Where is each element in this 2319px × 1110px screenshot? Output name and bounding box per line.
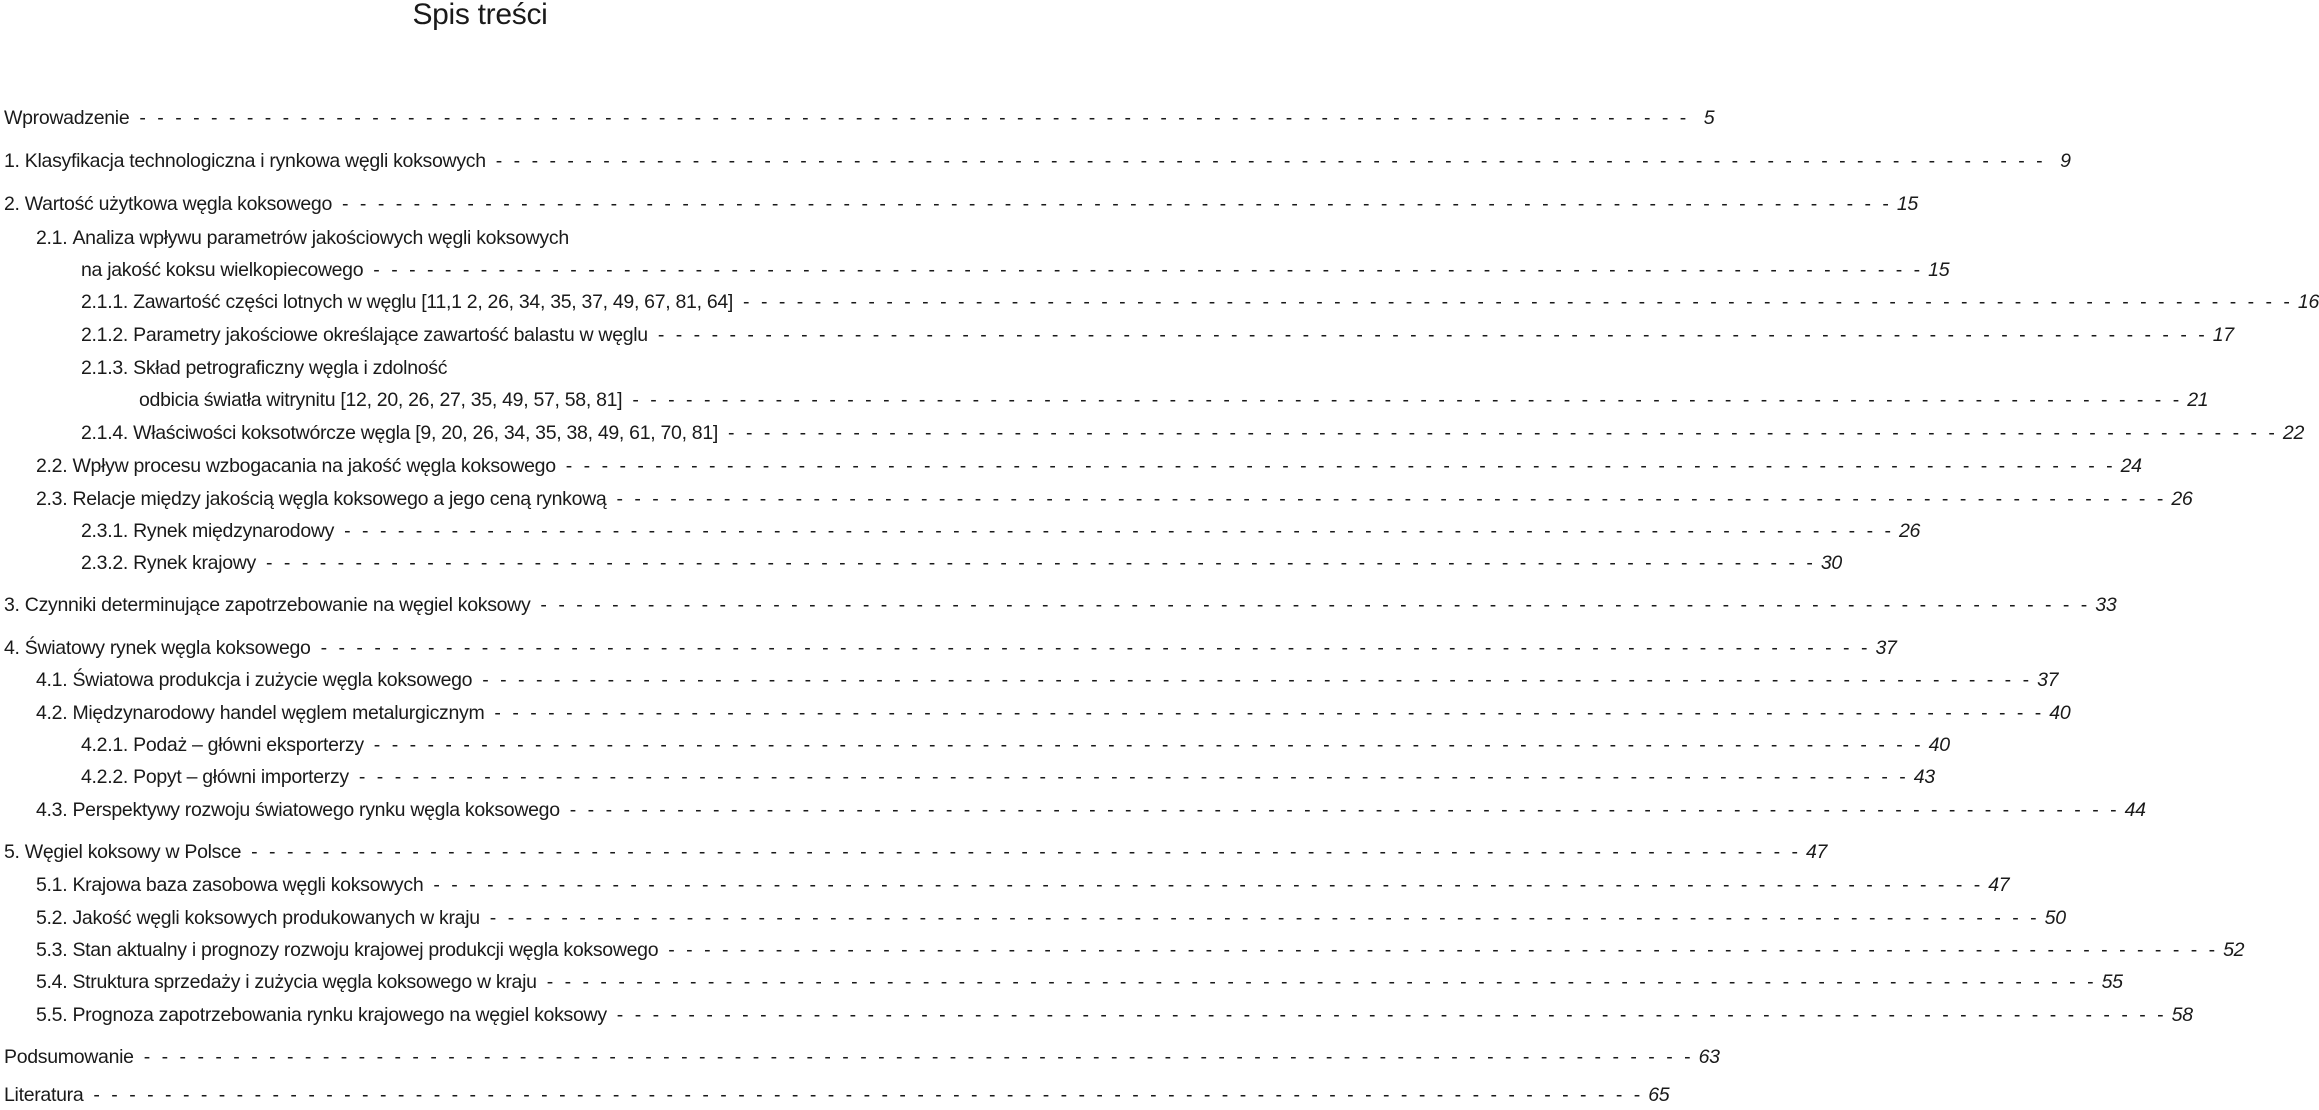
toc-page: 58	[2171, 1004, 2193, 1026]
toc-number: 2.3.1.	[81, 520, 134, 542]
toc-entry-5-4[interactable]	[0, 964, 2123, 994]
toc-leader	[373, 259, 1920, 282]
toc-entry-2-1-3[interactable]	[0, 350, 1036, 380]
toc-leader	[540, 594, 2087, 617]
toc-entry-4-1[interactable]	[0, 662, 2059, 692]
toc-leader	[494, 702, 2041, 725]
toc-number: 2.2.	[36, 455, 73, 477]
toc-leader	[490, 907, 2037, 930]
toc-page: 22	[2282, 422, 2304, 444]
toc-title: Podaż – główni eksporterzy	[133, 734, 364, 756]
toc-title: Prognoza zapotrzebowania rynku krajowego na węgiel koksowy	[72, 1004, 607, 1026]
toc-title: Wpływ procesu wzbogacania na jakość węgla koksowego	[72, 455, 556, 477]
toc-title: Zawartość części lotnych w węglu [11,1 2, 26, 34, 35, 37, 49, 67, 81, 64]	[133, 291, 734, 313]
toc-number: 5.4.	[36, 971, 73, 993]
toc-entry-2[interactable]	[0, 186, 1918, 216]
toc-title: Perspektywy rozwoju światowego rynku węgla koksowego	[72, 799, 560, 821]
toc-entry-2-3-1[interactable]	[0, 513, 1921, 543]
toc-page: 15	[1896, 193, 1918, 215]
toc-number: 5.	[4, 841, 25, 863]
toc-title: Struktura sprzedaży i zużycia węgla koksowego w kraju	[72, 971, 537, 993]
toc-entry-3[interactable]	[0, 587, 2117, 617]
toc-leader	[139, 107, 1686, 130]
toc-page: 26	[1899, 520, 1921, 542]
toc-number: 5.1.	[36, 874, 73, 896]
toc-page: 52	[2223, 939, 2245, 961]
toc-number: 4.2.1.	[81, 734, 134, 756]
toc-entry-5[interactable]	[0, 834, 1828, 864]
toc-number: 2.1.	[36, 227, 73, 249]
toc-entry-literatura[interactable]	[0, 1077, 1670, 1107]
toc-number: 3.	[4, 594, 25, 616]
toc-number: 5.5.	[36, 1004, 73, 1026]
toc-entry-4-2[interactable]	[0, 695, 2071, 725]
toc-number: 5.3.	[36, 939, 73, 961]
toc-entry-5-1[interactable]	[0, 867, 2010, 897]
toc-title: Światowa produkcja i zużycie węgla koksowego	[72, 669, 473, 691]
toc-number: 4.2.2.	[81, 766, 134, 788]
toc-title: Literatura	[4, 1084, 84, 1106]
toc-title: Czynniki determinujące zapotrzebowanie na węgiel koksowy	[24, 594, 531, 616]
toc-number: 2.1.1.	[81, 291, 134, 313]
toc-title: Parametry jakościowe określające zawartość balastu w węglu	[133, 324, 648, 346]
toc-title: Właściwości koksotwórcze węgla [9, 20, 26, 34, 35, 38, 49, 61, 70, 81]	[133, 422, 719, 444]
toc-leader	[144, 1046, 1691, 1069]
toc-entry-4-3[interactable]	[0, 792, 2146, 822]
toc-number: 4.	[4, 637, 25, 659]
toc-leader	[668, 939, 2215, 962]
toc-page: 63	[1698, 1046, 1720, 1068]
toc-title: na jakość koksu wielkopiecowego	[81, 259, 364, 281]
toc-title: odbicia światła witrynitu [12, 20, 26, 27, 35, 49, 57, 58, 81]	[139, 389, 623, 411]
toc-leader	[482, 669, 2029, 692]
toc-leader	[251, 841, 1798, 864]
toc-title: Rynek międzynarodowy	[133, 520, 335, 542]
toc-leader	[321, 637, 1868, 660]
toc-title: Skład petrograficzny węgla i zdolność	[133, 357, 448, 379]
toc-leader	[496, 150, 2043, 173]
toc-leader	[658, 324, 2205, 347]
toc-leader	[433, 874, 1980, 897]
toc-entry-2-3[interactable]	[0, 481, 2193, 511]
toc-page: 33	[2095, 594, 2117, 616]
toc-number: 2.	[4, 193, 25, 215]
toc-title: Krajowa baza zasobowa węgli koksowych	[72, 874, 424, 896]
toc-title: Wartość użytkowa węgla koksowego	[24, 193, 333, 215]
toc-number: 4.2.	[36, 702, 73, 724]
toc-number: 1.	[4, 150, 25, 172]
toc-title: Analiza wpływu parametrów jakościowych węgli koksowych	[72, 227, 569, 249]
toc-leader	[359, 766, 1906, 789]
toc-entry-4-2-2[interactable]	[0, 759, 1935, 789]
toc-leader	[616, 488, 2163, 511]
toc-entry-2-1-continued[interactable]	[0, 252, 1950, 282]
toc-page: 9	[2060, 150, 2071, 172]
toc-entry-5-5[interactable]	[0, 997, 2193, 1027]
toc-title: Światowy rynek węgla koksowego	[24, 637, 311, 659]
toc-leader	[547, 971, 2094, 994]
page-title: Spis treści	[412, 0, 548, 31]
toc-title: Popyt – główni importerzy	[133, 766, 349, 788]
toc-page: 37	[1875, 637, 1897, 659]
toc-leader	[266, 552, 1813, 575]
toc-leader	[743, 291, 2290, 314]
toc-entry-podsumowanie[interactable]	[0, 1039, 1720, 1069]
toc-page: 37	[2037, 669, 2059, 691]
toc-page: 40	[2049, 702, 2071, 724]
toc-title: Międzynarodowy handel węglem metalurgicznym	[72, 702, 485, 724]
toc-leader	[566, 455, 2113, 478]
toc-title: Wprowadzenie	[4, 107, 130, 129]
toc-entry-2-1-2[interactable]	[0, 317, 2234, 347]
toc-page: 50	[2044, 907, 2066, 929]
toc-title: Relacje między jakością węgla koksowego a jego ceną rynkową	[72, 488, 607, 510]
toc-number: 2.1.4.	[81, 422, 134, 444]
toc-page: 47	[1988, 874, 2010, 896]
toc-page: 24	[2120, 455, 2142, 477]
toc-title: Węgiel koksowy w Polsce	[24, 841, 242, 863]
toc-entry-2-1-3-continued[interactable]	[0, 382, 2209, 412]
toc-page: 26	[2171, 488, 2193, 510]
toc-title: Klasyfikacja technologiczna i rynkowa węgli koksowych	[24, 150, 486, 172]
toc-title: Podsumowanie	[4, 1046, 134, 1068]
toc-number: 4.1.	[36, 669, 73, 691]
toc-entry-2-2[interactable]	[0, 448, 2142, 478]
toc-page: 40	[1928, 734, 1950, 756]
toc-page: 44	[2124, 799, 2146, 821]
toc-leader	[344, 520, 1891, 543]
toc-page: 43	[1913, 766, 1935, 788]
toc-number: 2.1.3.	[81, 357, 134, 379]
toc-leader	[632, 389, 2179, 412]
toc-entry-5-3[interactable]	[0, 932, 2245, 962]
toc-number: 2.3.	[36, 488, 73, 510]
toc-page: 55	[2101, 971, 2123, 993]
toc-leader	[728, 422, 2275, 445]
toc-page: 15	[1928, 259, 1950, 281]
toc-number: 5.2.	[36, 907, 73, 929]
toc-entry-5-2[interactable]	[0, 900, 2066, 930]
toc-entry-4[interactable]	[0, 630, 1897, 660]
toc-leader	[93, 1084, 1640, 1107]
toc-leader	[570, 799, 2117, 822]
toc-page: 65	[1648, 1084, 1670, 1106]
toc-page: 30	[1820, 552, 1842, 574]
toc-entry-4-2-1[interactable]	[0, 727, 1950, 757]
toc-number: 2.1.2.	[81, 324, 134, 346]
toc-number: 2.3.2.	[81, 552, 134, 574]
toc-page: 17	[2212, 324, 2234, 346]
toc-title: Stan aktualny i prognozy rozwoju krajowej produkcji węgla koksowego	[72, 939, 659, 961]
toc-entry-1[interactable]	[0, 143, 2071, 173]
toc-entry-2-1-1[interactable]	[0, 284, 2319, 314]
toc-title: Rynek krajowy	[133, 552, 256, 574]
toc-page: 21	[2187, 389, 2209, 411]
toc-number: 4.3.	[36, 799, 73, 821]
toc-entry-2-3-2[interactable]	[0, 545, 1842, 575]
toc-entry-2-1-4[interactable]	[0, 415, 2304, 445]
toc-leader	[342, 193, 1889, 216]
toc-page: 47	[1806, 841, 1828, 863]
toc-leader	[374, 734, 1921, 757]
toc-entry-2-1[interactable]	[0, 220, 991, 250]
toc-page: 16	[2297, 291, 2319, 313]
toc-leader	[617, 1004, 2164, 1027]
toc-title: Jakość węgli koksowych produkowanych w kraju	[72, 907, 480, 929]
toc-entry-wprowadzenie[interactable]	[0, 100, 1715, 130]
toc-page: 5	[1703, 107, 1715, 129]
